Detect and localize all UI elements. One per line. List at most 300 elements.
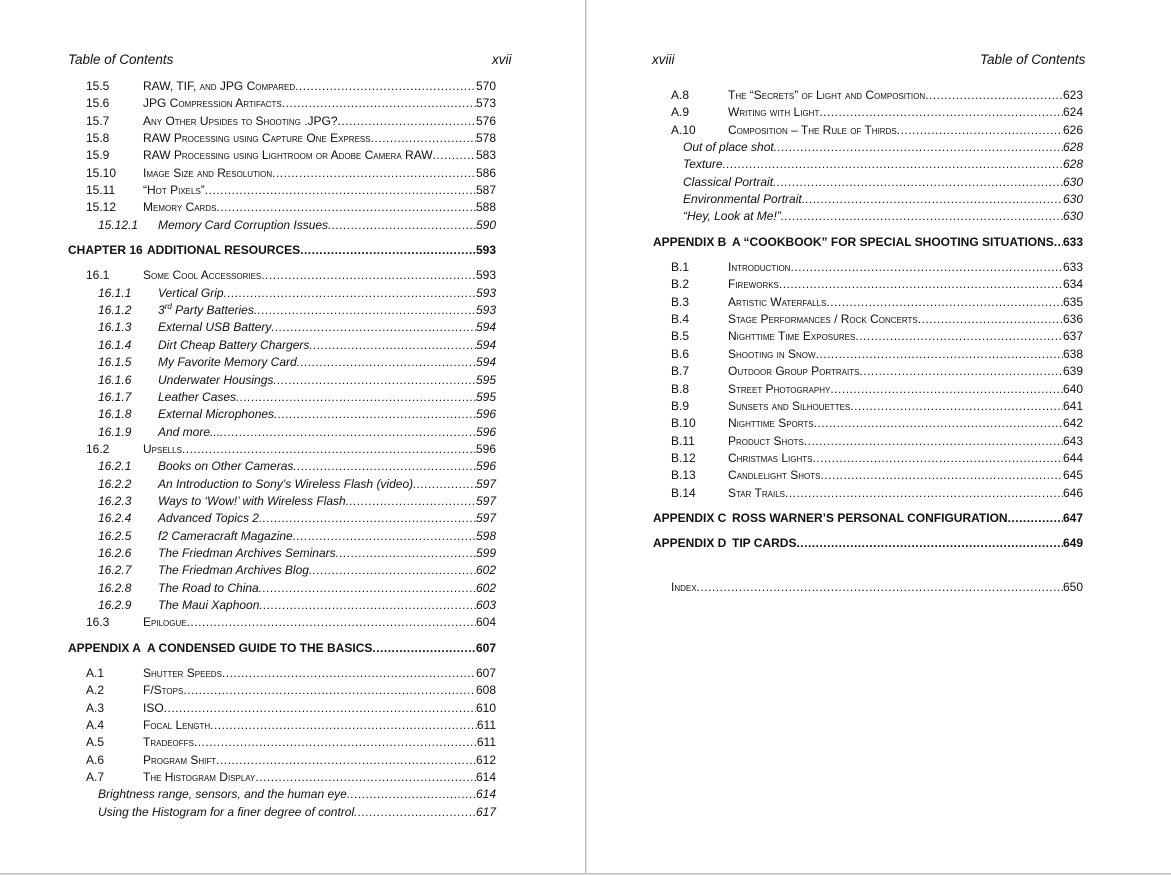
- toc-entry[interactable]: [653, 346, 1083, 363]
- toc-entry[interactable]: [68, 372, 496, 389]
- dot-leader: [309, 337, 476, 354]
- dot-leader: [254, 302, 476, 319]
- toc-entry[interactable]: [68, 217, 496, 234]
- toc-title: F/Stops: [143, 683, 184, 698]
- toc-page: 596: [475, 407, 496, 422]
- toc-page: 650: [1062, 579, 1083, 594]
- left-header-page-number: xvii: [492, 52, 512, 67]
- toc-entry[interactable]: [68, 476, 496, 493]
- toc-number: 16.2.2: [98, 476, 132, 491]
- toc-number: 16.2.8: [98, 580, 132, 595]
- toc-chapter-entry[interactable]: [653, 510, 1083, 527]
- toc-title: Leather Cases: [158, 389, 237, 404]
- dot-leader: [300, 242, 476, 259]
- toc-title: A CONDENSED GUIDE TO THE BASICS: [147, 640, 373, 655]
- toc-number: 16.2.4: [98, 511, 132, 526]
- toc-page: 633: [1062, 260, 1083, 275]
- dot-leader: [802, 191, 1063, 208]
- toc-page: 637: [1062, 329, 1083, 344]
- toc-chapter-entry[interactable]: [68, 640, 496, 657]
- toc-title: Memory Card Corruption Issues: [158, 217, 329, 232]
- toc-page: 634: [1062, 277, 1083, 292]
- toc-title: Introduction: [728, 260, 791, 275]
- toc-entry[interactable]: [653, 104, 1083, 121]
- toc-number: 16.1.2: [98, 303, 132, 318]
- toc-number: 16.1.5: [98, 355, 132, 370]
- dot-leader: [830, 381, 1063, 398]
- toc-number: 16.1.9: [98, 424, 132, 439]
- dot-leader: [372, 640, 476, 657]
- toc-entry[interactable]: [68, 406, 496, 423]
- toc-number: 15.5: [86, 79, 110, 93]
- toc-page: 576: [475, 113, 496, 128]
- toc-entry[interactable]: [68, 493, 496, 510]
- toc-page: 649: [1062, 536, 1083, 551]
- toc-number: 16.2.5: [98, 528, 132, 543]
- toc-number: 16.1.3: [98, 320, 132, 335]
- toc-title: Brightness range, sensors, and the human eye: [98, 787, 347, 802]
- toc-entry[interactable]: [653, 156, 1083, 173]
- toc-page: 602: [475, 580, 496, 595]
- toc-entry[interactable]: [653, 415, 1083, 432]
- toc-title: The “Secrets” of Light and Composition: [728, 88, 926, 102]
- toc-title: Image Size and Resolution: [143, 165, 273, 180]
- dot-leader: [790, 259, 1063, 276]
- toc-number: B.5: [671, 329, 690, 344]
- dot-leader: [271, 319, 476, 336]
- toc-page: 596: [475, 424, 496, 439]
- toc-title: f2 Cameracraft Magazine: [158, 528, 293, 543]
- toc-entry[interactable]: [68, 319, 496, 336]
- dot-leader: [272, 165, 476, 182]
- toc-page: 570: [475, 79, 496, 93]
- dot-leader: [850, 398, 1063, 415]
- toc-entry[interactable]: [68, 424, 496, 441]
- toc-page: 595: [475, 372, 496, 387]
- toc-page: 604: [475, 615, 496, 630]
- toc-number: 16.1.1: [98, 285, 132, 300]
- toc-entry[interactable]: [653, 328, 1083, 345]
- toc-number: CHAPTER 16: [68, 243, 143, 258]
- toc-entry[interactable]: [653, 139, 1083, 156]
- toc-number: APPENDIX C: [653, 510, 727, 525]
- toc-title-superscript: rd: [164, 302, 172, 312]
- toc-page: 626: [1062, 122, 1083, 137]
- toc-number: 15.10: [86, 165, 117, 180]
- dot-leader: [338, 113, 476, 130]
- toc-page: 595: [475, 389, 496, 404]
- toc-number: 16.1.4: [98, 337, 132, 352]
- toc-page: 607: [475, 640, 496, 655]
- dot-leader: [328, 217, 476, 234]
- toc-title: ADDITIONAL RESOURCES: [147, 243, 301, 258]
- dot-leader: [194, 734, 477, 751]
- dot-leader: [216, 752, 476, 769]
- toc-number: 16.2: [86, 441, 110, 456]
- toc-title-part: 3: [158, 303, 165, 318]
- toc-entry[interactable]: [68, 165, 496, 182]
- toc-title: Memory Cards: [143, 200, 217, 215]
- toc-entry[interactable]: [68, 130, 496, 147]
- toc-entry[interactable]: [653, 450, 1083, 467]
- toc-entry[interactable]: [653, 259, 1083, 276]
- toc-entry[interactable]: [68, 95, 496, 112]
- toc-page: 573: [475, 96, 496, 111]
- toc-number: 15.6: [86, 96, 110, 111]
- toc-entry[interactable]: [68, 267, 496, 284]
- toc-title: Some Cool Accessories: [143, 268, 262, 283]
- dot-leader: [697, 579, 1063, 596]
- toc-number: A.8: [671, 88, 690, 102]
- toc-entry[interactable]: [68, 113, 496, 130]
- toc-entry[interactable]: [68, 302, 496, 319]
- toc-number: A.3: [86, 700, 105, 715]
- dot-leader: [354, 804, 476, 821]
- toc-entry[interactable]: [68, 354, 496, 371]
- dot-leader: [222, 665, 476, 682]
- dot-leader: [336, 545, 476, 562]
- toc-page: 638: [1062, 346, 1083, 361]
- toc-entry[interactable]: [68, 769, 496, 786]
- toc-entry[interactable]: [68, 614, 496, 631]
- toc-entry[interactable]: [68, 682, 496, 699]
- toc-number: B.8: [671, 381, 690, 396]
- toc-title: Upsells: [143, 441, 182, 456]
- dot-leader: [182, 441, 476, 458]
- toc-title: Stage Performances / Rock Concerts: [728, 312, 918, 327]
- dot-leader: [812, 450, 1063, 467]
- toc-title: Product Shots: [728, 433, 804, 448]
- toc-entry[interactable]: [653, 467, 1083, 484]
- toc-chapter-entry[interactable]: [653, 535, 1083, 552]
- toc-title: Nighttime Sports: [728, 416, 814, 431]
- dot-leader: [210, 717, 477, 734]
- dot-leader: [814, 415, 1063, 432]
- toc-number: 15.8: [86, 131, 110, 146]
- toc-number: B.6: [671, 346, 690, 361]
- dot-leader: [826, 294, 1063, 311]
- toc-page: 598: [475, 528, 496, 543]
- toc-title: Nighttime Time Exposures: [728, 329, 856, 344]
- toc-title: Any Other Upsides to Shooting .JPG?: [143, 113, 338, 128]
- toc-title: “Hot Pixels”: [143, 183, 205, 198]
- dot-leader: [785, 485, 1063, 502]
- toc-page: 641: [1062, 398, 1083, 413]
- dot-leader: [261, 267, 476, 284]
- toc-page: 624: [1062, 105, 1083, 120]
- toc-number: B.2: [671, 277, 690, 292]
- toc-page: 630: [1062, 192, 1083, 207]
- toc-page: 586: [475, 165, 496, 180]
- toc-entry[interactable]: [68, 337, 496, 354]
- toc-number: 16.1.7: [98, 389, 132, 404]
- toc-entry[interactable]: [68, 545, 496, 562]
- toc-number: B.10: [671, 416, 696, 431]
- dot-leader: [413, 476, 476, 493]
- toc-title: Program Shift: [143, 752, 217, 767]
- dot-leader: [259, 580, 476, 597]
- toc-number: B.9: [671, 398, 690, 413]
- toc-page: 607: [475, 666, 496, 680]
- toc-title: Books on Other Cameras: [158, 459, 294, 474]
- dot-leader: [925, 87, 1063, 104]
- dot-leader: [804, 433, 1063, 450]
- toc-number: A.7: [86, 770, 105, 785]
- toc-page: 603: [475, 597, 496, 612]
- toc-title: Shutter Speeds: [143, 666, 222, 680]
- dot-leader: [816, 346, 1063, 363]
- toc-chapter-entry[interactable]: [68, 242, 496, 259]
- toc-entry[interactable]: [68, 580, 496, 597]
- toc-title: Advanced Topics 2: [158, 511, 259, 526]
- toc-number: B.1: [671, 260, 690, 275]
- dot-leader: [773, 174, 1063, 191]
- toc-number: B.3: [671, 294, 690, 309]
- toc-entry[interactable]: [68, 510, 496, 527]
- dot-leader: [220, 424, 476, 441]
- toc-title: Environmental Portrait: [683, 192, 802, 207]
- toc-entry[interactable]: [68, 717, 496, 734]
- toc-title: Composition – The Rule of Thirds: [728, 122, 897, 137]
- toc-page: 640: [1062, 381, 1083, 396]
- toc-number: A.4: [86, 718, 105, 733]
- toc-page: 630: [1062, 209, 1083, 224]
- left-header-title: Table of Contents: [68, 52, 174, 67]
- toc-entry[interactable]: [68, 786, 496, 803]
- toc-entry[interactable]: [68, 562, 496, 579]
- toc-entry[interactable]: [68, 734, 496, 751]
- toc-entry[interactable]: [68, 389, 496, 406]
- toc-number: B.4: [671, 312, 690, 327]
- dot-leader: [433, 147, 476, 164]
- toc-title: The Friedman Archives Seminars: [158, 545, 336, 560]
- left-toc-list: [68, 78, 496, 821]
- toc-title: Writing with Light: [728, 105, 820, 120]
- toc-page: 628: [1062, 140, 1083, 155]
- toc-title: Using the Histogram for a finer degree of control: [98, 804, 355, 819]
- toc-title: A “COOKBOOK” FOR SPECIAL SHOOTING SITUATIONS: [732, 234, 1054, 249]
- dot-leader: [371, 130, 476, 147]
- toc-entry[interactable]: [68, 199, 496, 216]
- toc-page: 645: [1062, 468, 1083, 483]
- toc-page: 612: [475, 752, 496, 767]
- toc-title: Outdoor Group Portraits: [728, 364, 860, 379]
- toc-page: 639: [1062, 364, 1083, 379]
- toc-entry[interactable]: [68, 665, 496, 682]
- toc-number: APPENDIX B: [653, 234, 727, 249]
- dot-leader: [781, 208, 1063, 225]
- toc-number: 15.12: [86, 200, 117, 215]
- toc-title: An Introduction to Sony’s Wireless Flash (video): [158, 476, 414, 491]
- dot-leader: [309, 562, 476, 579]
- left-page: [0, 0, 586, 874]
- toc-number: A.10: [671, 122, 696, 137]
- toc-page: 630: [1062, 174, 1083, 189]
- toc-entry[interactable]: [653, 174, 1083, 191]
- toc-page: 633: [1062, 234, 1083, 249]
- toc-page: 594: [475, 320, 496, 335]
- dot-leader: [295, 78, 476, 95]
- toc-title: Street Photography: [728, 381, 831, 396]
- toc-entry[interactable]: [68, 285, 496, 302]
- toc-number: 16.2.9: [98, 597, 132, 612]
- toc-page: 611: [476, 735, 496, 750]
- toc-entry[interactable]: [653, 276, 1083, 293]
- toc-title: And more...: [158, 424, 221, 439]
- toc-title: RAW, TIF, and JPG Compared: [143, 79, 296, 93]
- toc-title: Dirt Cheap Battery Chargers: [158, 337, 310, 352]
- toc-title: Fireworks: [728, 277, 779, 292]
- toc-title: Sunsets and Silhouettes: [728, 398, 851, 413]
- toc-title: Vertical Grip: [158, 285, 224, 300]
- right-header-title: Table of Contents: [980, 52, 1086, 67]
- toc-page: 578: [475, 131, 496, 146]
- toc-page: 647: [1062, 510, 1083, 525]
- dot-leader: [216, 199, 476, 216]
- toc-number: APPENDIX A: [68, 640, 141, 655]
- toc-entry[interactable]: [653, 311, 1083, 328]
- right-header-page-number: xviii: [652, 52, 675, 67]
- right-toc-list: [653, 87, 1083, 596]
- toc-title: Ways to ‘Wow!’ with Wireless Flash: [158, 493, 346, 508]
- toc-entry[interactable]: [653, 398, 1083, 415]
- toc-number: 16.1: [86, 268, 110, 283]
- toc-entry[interactable]: [68, 182, 496, 199]
- toc-number: B.13: [671, 468, 696, 483]
- toc-title: External Microphones: [158, 407, 275, 422]
- toc-page: 642: [1062, 416, 1083, 431]
- toc-entry[interactable]: [68, 528, 496, 545]
- toc-entry[interactable]: [653, 294, 1083, 311]
- toc-page: 593: [475, 303, 496, 318]
- toc-page: 643: [1062, 433, 1083, 448]
- toc-page: 597: [475, 476, 496, 491]
- toc-number: B.12: [671, 450, 696, 465]
- toc-number: APPENDIX D: [653, 536, 727, 551]
- toc-entry[interactable]: [653, 433, 1083, 450]
- dot-leader: [224, 285, 476, 302]
- toc-page: 646: [1062, 485, 1083, 500]
- toc-number: A.9: [671, 105, 690, 120]
- toc-number: B.7: [671, 364, 690, 379]
- dot-leader: [259, 510, 476, 527]
- toc-entry[interactable]: [653, 485, 1083, 502]
- toc-number: 15.11: [86, 183, 116, 198]
- toc-page: 593: [475, 285, 496, 300]
- toc-chapter-entry[interactable]: [653, 234, 1083, 251]
- dot-leader: [1008, 510, 1063, 527]
- dot-leader: [273, 372, 476, 389]
- toc-index-entry[interactable]: [653, 579, 1083, 596]
- toc-number: 15.12.1: [98, 217, 139, 232]
- dot-leader: [293, 528, 476, 545]
- toc-title: Candlelight Shots: [728, 468, 821, 483]
- toc-page: 611: [476, 718, 496, 733]
- toc-entry[interactable]: [68, 78, 496, 95]
- dot-leader: [774, 139, 1063, 156]
- toc-page: 636: [1062, 312, 1083, 327]
- toc-entry[interactable]: [68, 804, 496, 821]
- toc-title: Artistic Waterfalls: [728, 294, 827, 309]
- toc-number: 16.2.3: [98, 493, 132, 508]
- toc-number: 16.2.6: [98, 545, 132, 560]
- toc-title: “Hey, Look at Me!”: [683, 209, 781, 224]
- toc-entry[interactable]: [653, 87, 1083, 104]
- toc-title: Star Trails: [728, 485, 785, 500]
- toc-title: The Road to China: [158, 580, 259, 595]
- toc-entry[interactable]: [68, 458, 496, 475]
- toc-number: A.2: [86, 683, 105, 698]
- toc-entry[interactable]: [653, 208, 1083, 225]
- toc-page: 588: [475, 200, 496, 215]
- toc-title: Underwater Housings: [158, 372, 274, 387]
- toc-title: Shooting in Snow: [728, 346, 816, 361]
- dot-leader: [274, 406, 476, 423]
- toc-entry[interactable]: [653, 122, 1083, 139]
- toc-title: RAW Processing using Lightroom or Adobe Camera RAW: [143, 148, 433, 163]
- dot-leader: [255, 769, 476, 786]
- toc-entry[interactable]: [68, 752, 496, 769]
- toc-entry[interactable]: [653, 363, 1083, 380]
- toc-title: The Histogram Display: [143, 770, 256, 785]
- dot-leader: [347, 786, 476, 803]
- dot-leader: [183, 682, 476, 699]
- toc-title: Classical Portrait: [683, 174, 774, 189]
- toc-page: 614: [475, 787, 496, 802]
- dot-leader: [297, 354, 476, 371]
- toc-number: 16.1.6: [98, 372, 132, 387]
- toc-title: The Maui Xaphoon: [158, 597, 260, 612]
- toc-number: A.6: [86, 752, 105, 767]
- toc-entry[interactable]: [68, 147, 496, 164]
- toc-page: 623: [1062, 88, 1083, 102]
- dot-leader: [820, 467, 1063, 484]
- dot-leader: [259, 597, 476, 614]
- toc-title: RAW Processing using Capture One Express: [143, 131, 371, 146]
- dot-leader: [819, 104, 1063, 121]
- dot-leader: [1054, 234, 1063, 251]
- toc-title: TIP CARDS: [732, 536, 797, 551]
- toc-title: Epilogue: [143, 615, 187, 630]
- toc-page: 599: [475, 545, 496, 560]
- toc-page: 583: [475, 148, 496, 163]
- toc-number: 15.9: [86, 148, 110, 163]
- dot-leader: [897, 122, 1063, 139]
- toc-entry[interactable]: [68, 441, 496, 458]
- toc-entry[interactable]: [653, 381, 1083, 398]
- toc-title: Tradeoffs: [143, 735, 194, 750]
- toc-entry[interactable]: [68, 597, 496, 614]
- toc-number: A.1: [86, 666, 105, 680]
- toc-number: A.5: [86, 735, 105, 750]
- toc-entry[interactable]: [68, 700, 496, 717]
- toc-number: 16.2.7: [98, 563, 132, 578]
- toc-title: Christmas Lights: [728, 450, 813, 465]
- toc-title: Out of place shot: [683, 140, 774, 155]
- toc-title: The Friedman Archives Blog: [158, 563, 309, 578]
- dot-leader: [918, 311, 1063, 328]
- toc-page: 594: [475, 337, 496, 352]
- toc-title: My Favorite Memory Card: [158, 355, 297, 370]
- toc-page: 594: [475, 355, 496, 370]
- toc-number: B.14: [671, 485, 696, 500]
- dot-leader: [855, 328, 1063, 345]
- dot-leader: [187, 614, 476, 631]
- toc-page: 596: [475, 459, 496, 474]
- toc-entry[interactable]: [653, 191, 1083, 208]
- toc-title: Index: [671, 579, 697, 594]
- toc-number: 15.7: [86, 113, 110, 128]
